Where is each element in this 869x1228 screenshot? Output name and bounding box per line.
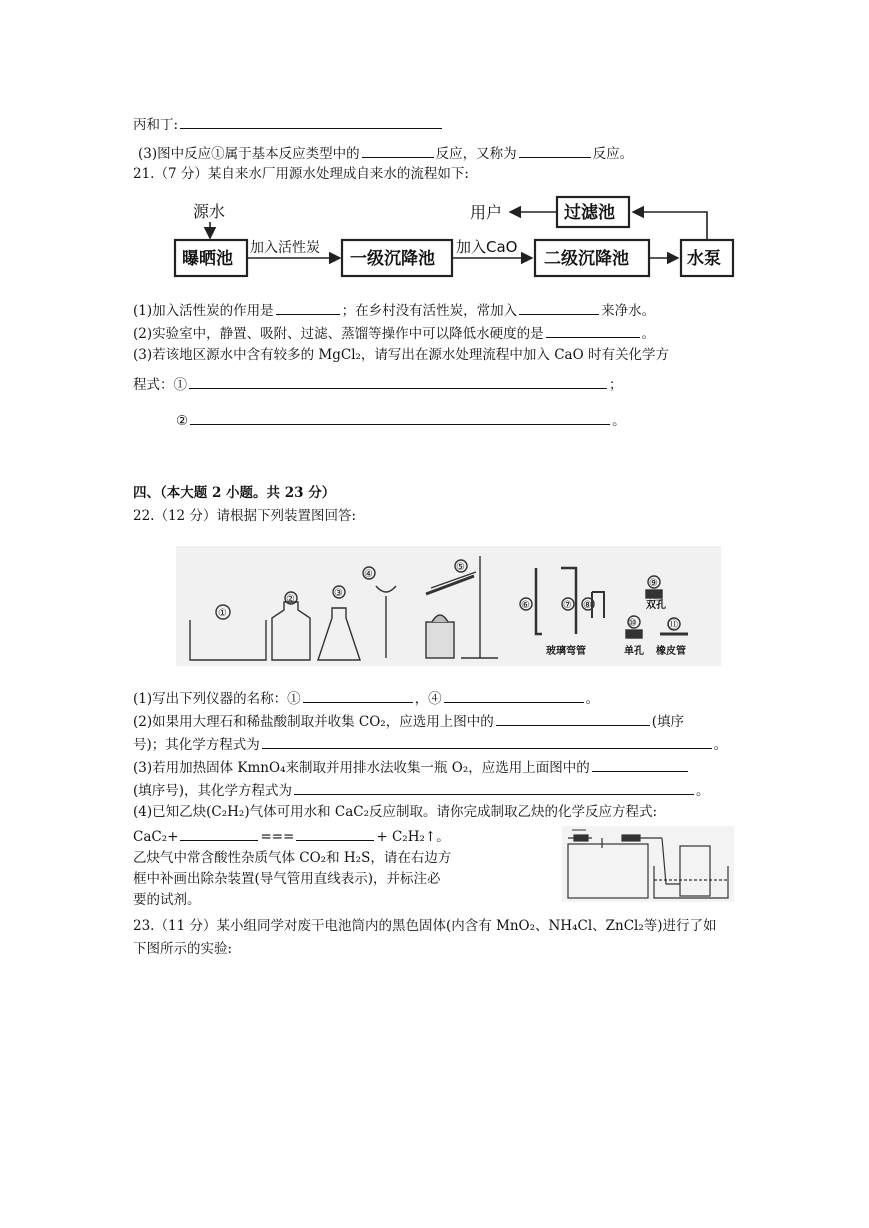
q22-p4: (4)已知乙炔(C₂H₂)气体可用水和 CaC₂反应制取。请你完成制取乙炔的化学反应方程式: bbox=[133, 804, 658, 820]
q21-p2: (2)实验室中，静置、吸附、过滤、蒸馏等操作中可以降低水硬度的是 。 bbox=[133, 323, 655, 343]
double-hole-stopper bbox=[646, 590, 662, 598]
label-n10: ⑩ bbox=[628, 618, 637, 629]
label-glass-tube: 玻璃弯管 bbox=[546, 646, 586, 657]
q22-p3: (3)若用加热固体 KmnO₄来制取并用排水法收集一瓶 O₂，应选用上面图中的 bbox=[133, 757, 690, 777]
q20-line2: (3)图中反应①属于基本反应类型中的 反应，又称为 反应。 bbox=[138, 143, 633, 163]
label-double-hole: 双孔 bbox=[646, 600, 666, 611]
apparatus-figure bbox=[176, 546, 721, 666]
answer-blank[interactable] bbox=[519, 300, 599, 315]
answer-blank[interactable] bbox=[189, 374, 607, 389]
single-hole-stopper bbox=[626, 630, 642, 638]
q21-p1: (1)加入活性炭的作用是 ；在乡村没有活性炭，常加入 来净水。 bbox=[133, 300, 655, 320]
q21-p3-eq1: 程式：① ； bbox=[133, 374, 623, 394]
label-n4: ④ bbox=[364, 569, 373, 580]
label-n3: ③ bbox=[334, 588, 343, 599]
answer-blank[interactable] bbox=[180, 826, 258, 841]
label-n8: ⑧ bbox=[583, 600, 592, 611]
label-n1: ① bbox=[218, 608, 227, 619]
q22-title: 22.（12 分）请根据下列装置图回答: bbox=[133, 508, 356, 524]
q20-line1: 丙和丁: bbox=[133, 114, 444, 134]
answer-blank[interactable] bbox=[190, 410, 610, 425]
label-rubber-tube: 橡皮管 bbox=[656, 646, 686, 657]
answer-blank[interactable] bbox=[519, 143, 591, 158]
answer-blank[interactable] bbox=[180, 114, 442, 129]
label-single-hole: 单孔 bbox=[624, 646, 644, 657]
label-n11: ⑪ bbox=[668, 620, 678, 631]
alcohol-lamp-apparatus bbox=[426, 622, 454, 658]
answer-blank[interactable] bbox=[362, 143, 434, 158]
purification-apparatus-figure bbox=[562, 826, 734, 902]
flow-filter-label: 过滤池 bbox=[564, 203, 615, 223]
section4-heading: 四、（本大题 2 小题。共 23 分） bbox=[133, 485, 336, 501]
label-n6: ⑥ bbox=[521, 600, 530, 611]
rubber-tube-right bbox=[622, 835, 640, 841]
answer-blank[interactable] bbox=[444, 688, 584, 703]
answer-blank[interactable] bbox=[296, 826, 374, 841]
q22-p3-eq: (填序号)，其化学方程式为 。 bbox=[133, 780, 710, 800]
q22-p4-note2: 框中补画出除杂装置(导气管用直线表示)，并标注必 bbox=[133, 871, 441, 887]
q22-p2: (2)如果用大理石和稀盐酸制取并收集 CO₂，应选用上图中的 (填序 bbox=[133, 711, 684, 731]
flow-tank3-label: 二级沉降池 bbox=[544, 249, 629, 269]
label-n2: ② bbox=[286, 594, 295, 605]
q23-line1: 23.（11 分）某小组同学对废干电池筒内的黑色固体(内含有 MnO₂、NH₄Cl、ZnCl₂等)进行了如 bbox=[133, 918, 717, 934]
flow-pump-label: 水泵 bbox=[687, 249, 721, 269]
q22-p4-eq: CaC₂+ === + C₂H₂↑。 bbox=[133, 826, 450, 846]
q21-p3: (3)若该地区源水中含有较多的 MgCl₂，请写出在源水处理流程中加入 CaO 时有关化学方 bbox=[133, 347, 669, 363]
q21-p3-eq2: ② 。 bbox=[176, 410, 626, 430]
label-n9: ⑨ bbox=[649, 578, 658, 589]
label-n7: ⑦ bbox=[563, 600, 572, 611]
flow-user-label: 用户 bbox=[470, 203, 503, 222]
q22-p1: (1)写出下列仪器的名称：① ，④ 。 bbox=[133, 688, 599, 708]
label-n5: ⑤ bbox=[456, 562, 465, 573]
q22-p2-eq: 号)；其化学方程式为 。 bbox=[133, 734, 727, 754]
answer-blank[interactable] bbox=[262, 734, 712, 749]
flow-arrow1-label: 加入活性炭 bbox=[250, 240, 320, 256]
answer-blank[interactable] bbox=[303, 688, 413, 703]
q23-line2: 下图所示的实验: bbox=[133, 941, 233, 957]
water-treatment-flowchart bbox=[170, 190, 740, 282]
answer-blank[interactable] bbox=[546, 323, 640, 338]
answer-blank[interactable] bbox=[276, 300, 340, 315]
flow-tank1-label: 曝晒池 bbox=[182, 249, 233, 269]
q21-title: 21.（7 分）某自来水厂用源水处理成自来水的流程如下: bbox=[133, 166, 469, 182]
answer-blank[interactable] bbox=[592, 757, 688, 772]
q22-p4-note3: 要的试剂。 bbox=[133, 892, 201, 908]
rubber-tube-left bbox=[574, 835, 588, 841]
flow-arrow2-label: 加入CaO bbox=[456, 238, 518, 256]
flow-tank2-label: 一级沉降池 bbox=[350, 249, 435, 269]
flow-source-label: 源水 bbox=[193, 202, 226, 221]
answer-blank[interactable] bbox=[496, 711, 650, 726]
q22-p4-note1: 乙炔气中常含酸性杂质气体 CO₂和 H₂S，请在右边方 bbox=[133, 850, 452, 866]
answer-blank[interactable] bbox=[294, 780, 694, 795]
